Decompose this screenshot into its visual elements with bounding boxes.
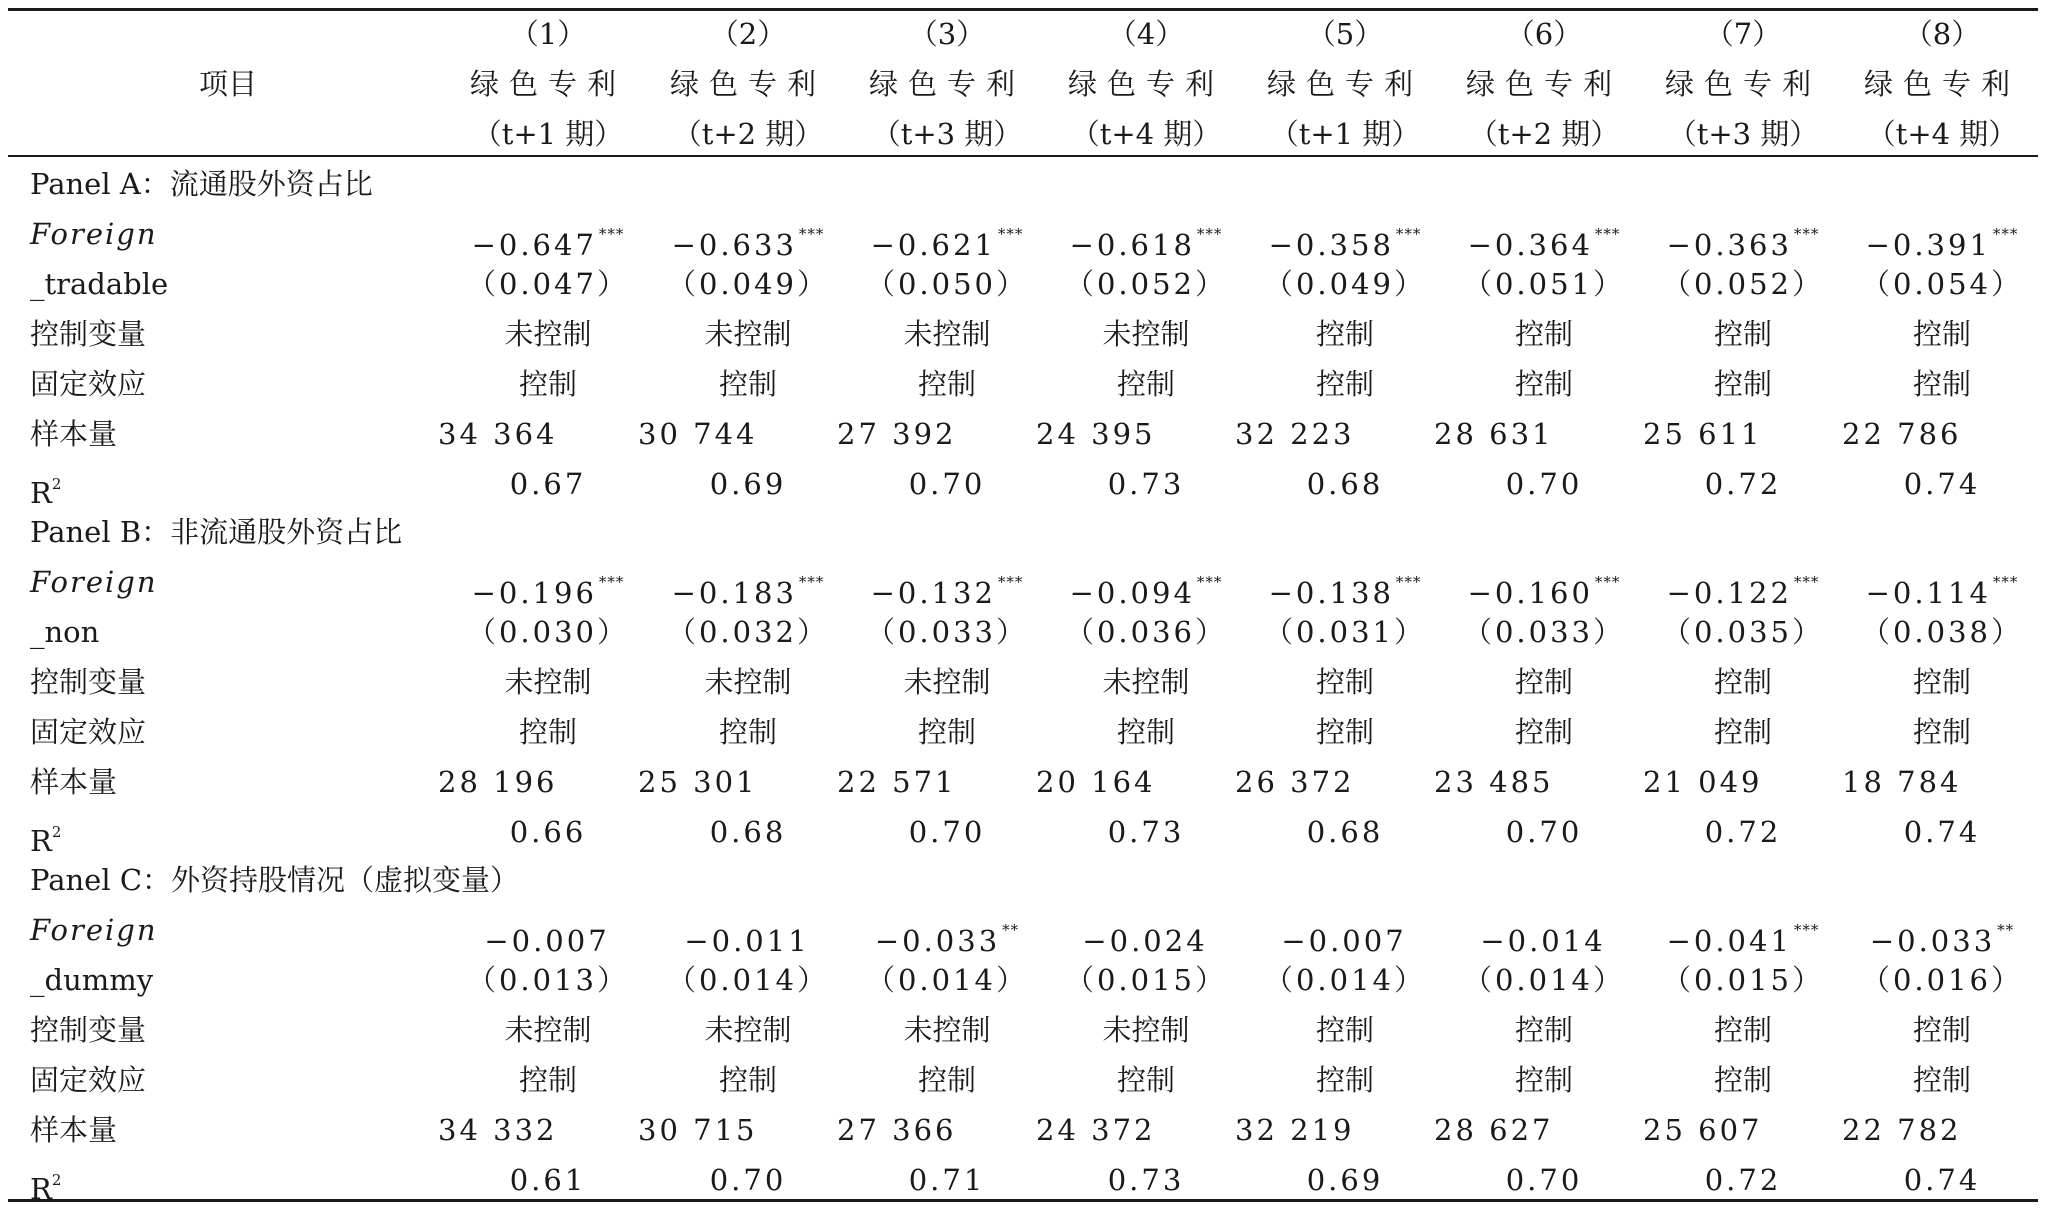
- se-cell: （0.013）: [466, 963, 630, 997]
- control-cell: 控制: [1912, 665, 1972, 699]
- control-cell: 控制: [1315, 665, 1375, 699]
- fe-cell: 控制: [1514, 1063, 1574, 1097]
- coef-value: −0.033: [874, 924, 1001, 958]
- coef-cell: [1666, 562, 1820, 610]
- control-cell: 未控制: [504, 1013, 592, 1047]
- fe-cell: 控制: [518, 715, 578, 749]
- se-cell: （0.015）: [1064, 963, 1228, 997]
- coef-value: −0.007: [1281, 924, 1407, 958]
- n-label: 样本量: [30, 765, 118, 799]
- se-cell: （0.014）: [865, 963, 1029, 997]
- r2-cell: 0.73: [1107, 467, 1185, 501]
- control-cell: 控制: [1315, 1013, 1375, 1047]
- control-label: 控制变量: [30, 1013, 147, 1047]
- coef-cell: [471, 562, 625, 610]
- header-col-title: 绿色专利: [868, 67, 1026, 101]
- fe-label: 固定效应: [30, 367, 147, 401]
- coef-value: −0.633: [671, 228, 797, 262]
- control-cell: 控制: [1315, 317, 1375, 351]
- se-cell: （0.050）: [865, 267, 1029, 301]
- coef-cell: [1281, 910, 1408, 958]
- coef-value: −0.033: [1869, 924, 1996, 958]
- control-cell: 未控制: [704, 665, 792, 699]
- n-cell: 25 301: [638, 765, 758, 799]
- significance-stars: ***: [1793, 225, 1820, 243]
- coef-cell: [1467, 214, 1621, 262]
- panel-title: Panel C：外资持股情况（虚拟变量）: [30, 863, 520, 897]
- fe-cell: 控制: [1116, 367, 1176, 401]
- se-cell: （0.031）: [1263, 615, 1427, 649]
- significance-stars: ***: [1395, 225, 1422, 243]
- se-cell: （0.054）: [1860, 267, 2024, 301]
- significance-stars: ***: [1594, 573, 1621, 591]
- n-cell: 28 627: [1434, 1113, 1554, 1147]
- coef-value: −0.094: [1069, 576, 1195, 610]
- significance-stars: ***: [1395, 573, 1422, 591]
- coef-cell: [1869, 910, 2015, 958]
- n-cell: 26 372: [1235, 765, 1355, 799]
- se-cell: （0.035）: [1661, 615, 1825, 649]
- r2-cell: 0.74: [1903, 1163, 1981, 1197]
- header-rule: [8, 155, 2038, 157]
- panel-title: Panel B：非流通股外资占比: [30, 515, 403, 549]
- se-cell: （0.033）: [1462, 615, 1626, 649]
- fe-cell: 控制: [1713, 367, 1773, 401]
- coef-cell: [1480, 910, 1607, 958]
- r2-cell: 0.70: [1505, 815, 1583, 849]
- n-cell: 20 164: [1036, 765, 1156, 799]
- coef-value: −0.363: [1666, 228, 1792, 262]
- coef-cell: [870, 214, 1024, 262]
- r2-cell: 0.70: [908, 467, 986, 501]
- header-col-title: 绿色专利: [1863, 67, 2021, 101]
- panel-title: Panel A：流通股外资占比: [30, 167, 373, 201]
- r2-cell: 0.72: [1704, 467, 1782, 501]
- n-cell: 28 196: [438, 765, 558, 799]
- n-cell: 27 392: [837, 417, 957, 451]
- significance-stars: ***: [1594, 225, 1621, 243]
- header-col-num: （2）: [709, 17, 787, 51]
- control-cell: 控制: [1912, 1013, 1972, 1047]
- fe-cell: 控制: [1315, 715, 1375, 749]
- control-cell: 未控制: [504, 665, 592, 699]
- r2-cell: 0.69: [1306, 1163, 1384, 1197]
- se-cell: （0.015）: [1661, 963, 1825, 997]
- var-name-line2: _non: [30, 615, 100, 649]
- r2-label-text: R: [30, 1172, 52, 1206]
- header-col-period: （t+1 期）: [1269, 117, 1421, 151]
- n-cell: 25 611: [1643, 417, 1763, 451]
- header-col-num: （3）: [908, 17, 986, 51]
- fe-cell: 控制: [1912, 367, 1972, 401]
- control-cell: 未控制: [504, 317, 592, 351]
- coef-value: −0.364: [1467, 228, 1593, 262]
- regression-table: [8, 0, 2038, 1216]
- coef-cell: [1268, 214, 1422, 262]
- fe-cell: 控制: [1514, 367, 1574, 401]
- coef-value: −0.391: [1865, 228, 1991, 262]
- header-col-title: 绿色专利: [469, 67, 627, 101]
- control-cell: 未控制: [903, 317, 991, 351]
- coef-value: −0.024: [1082, 924, 1208, 958]
- r2-label: [30, 812, 62, 858]
- r2-cell: 0.68: [1306, 467, 1384, 501]
- coef-cell: [870, 562, 1024, 610]
- header-col-num: （4）: [1107, 17, 1185, 51]
- r2-cell: 0.73: [1107, 1163, 1185, 1197]
- coef-value: −0.183: [671, 576, 797, 610]
- se-cell: （0.032）: [666, 615, 830, 649]
- r2-cell: 0.68: [709, 815, 787, 849]
- se-cell: （0.030）: [466, 615, 630, 649]
- coef-cell: [874, 910, 1020, 958]
- header-col-title: 绿色专利: [1266, 67, 1424, 101]
- header-col-num: （5）: [1306, 17, 1384, 51]
- var-name-line1: Foreign: [30, 565, 158, 599]
- coef-value: −0.014: [1480, 924, 1606, 958]
- r2-cell: 0.66: [509, 815, 587, 849]
- significance-stars: ***: [1196, 573, 1223, 591]
- n-cell: 30 744: [638, 417, 758, 451]
- top-rule: [8, 8, 2038, 11]
- coef-cell: [684, 910, 811, 958]
- header-col-title: 绿色专利: [1465, 67, 1623, 101]
- n-cell: 22 571: [837, 765, 957, 799]
- coef-cell: [471, 214, 625, 262]
- coef-cell: [1865, 214, 2019, 262]
- control-label: 控制变量: [30, 317, 147, 351]
- control-cell: 未控制: [704, 317, 792, 351]
- se-cell: （0.014）: [1263, 963, 1427, 997]
- n-cell: 24 372: [1036, 1113, 1156, 1147]
- se-cell: （0.052）: [1661, 267, 1825, 301]
- control-cell: 未控制: [1102, 1013, 1190, 1047]
- r2-label-text: R: [30, 824, 52, 858]
- n-cell: 23 485: [1434, 765, 1554, 799]
- header-col-period: （t+3 期）: [1667, 117, 1819, 151]
- r2-cell: 0.70: [709, 1163, 787, 1197]
- significance-stars: ***: [798, 225, 825, 243]
- fe-cell: 控制: [1116, 715, 1176, 749]
- r2-cell: 0.73: [1107, 815, 1185, 849]
- var-name-line1: Foreign: [30, 913, 158, 947]
- control-cell: 未控制: [1102, 317, 1190, 351]
- r2-cell: 0.74: [1903, 467, 1981, 501]
- header-col-num: （8）: [1903, 17, 1981, 51]
- fe-label: 固定效应: [30, 715, 147, 749]
- n-cell: 28 631: [1434, 417, 1554, 451]
- se-cell: （0.038）: [1860, 615, 2024, 649]
- control-cell: 未控制: [704, 1013, 792, 1047]
- r2-superscript: 2: [51, 475, 62, 493]
- coef-value: −0.196: [471, 576, 597, 610]
- header-col-title: 绿色专利: [669, 67, 827, 101]
- r2-cell: 0.67: [509, 467, 587, 501]
- coef-cell: [1865, 562, 2019, 610]
- significance-stars: ***: [997, 225, 1024, 243]
- se-cell: （0.033）: [865, 615, 1029, 649]
- header-col-period: （t+3 期）: [871, 117, 1023, 151]
- control-cell: 控制: [1514, 1013, 1574, 1047]
- coef-value: −0.011: [684, 924, 810, 958]
- r2-cell: 0.72: [1704, 1163, 1782, 1197]
- se-cell: （0.036）: [1064, 615, 1228, 649]
- var-name-line2: _tradable: [30, 267, 169, 301]
- control-label: 控制变量: [30, 665, 147, 699]
- coef-cell: [1069, 214, 1223, 262]
- coef-value: −0.647: [471, 228, 597, 262]
- control-cell: 控制: [1514, 317, 1574, 351]
- significance-stars: ***: [1793, 573, 1820, 591]
- coef-value: −0.041: [1666, 924, 1792, 958]
- n-cell: 34 332: [438, 1113, 558, 1147]
- significance-stars: ***: [997, 573, 1024, 591]
- n-cell: 22 786: [1842, 417, 1962, 451]
- fe-cell: 控制: [1713, 1063, 1773, 1097]
- se-cell: （0.052）: [1064, 267, 1228, 301]
- header-col-period: （t+2 期）: [1468, 117, 1620, 151]
- header-col-title: 绿色专利: [1067, 67, 1225, 101]
- significance-stars: ***: [1196, 225, 1223, 243]
- coef-cell: [1666, 214, 1820, 262]
- coef-value: −0.160: [1467, 576, 1593, 610]
- coef-value: −0.621: [870, 228, 996, 262]
- control-cell: 控制: [1912, 317, 1972, 351]
- significance-stars: **: [1997, 921, 2015, 939]
- control-cell: 控制: [1713, 665, 1773, 699]
- var-name-line2: _dummy: [30, 963, 154, 997]
- r2-cell: 0.74: [1903, 815, 1981, 849]
- n-cell: 21 049: [1643, 765, 1763, 799]
- n-cell: 22 782: [1842, 1113, 1962, 1147]
- se-cell: （0.014）: [666, 963, 830, 997]
- coef-value: −0.007: [484, 924, 610, 958]
- r2-label: [30, 1160, 62, 1206]
- fe-cell: 控制: [1315, 367, 1375, 401]
- fe-cell: 控制: [718, 715, 778, 749]
- header-col-num: （6）: [1505, 17, 1583, 51]
- r2-cell: 0.68: [1306, 815, 1384, 849]
- control-cell: 未控制: [903, 665, 991, 699]
- coef-cell: [1069, 562, 1223, 610]
- se-cell: （0.014）: [1462, 963, 1626, 997]
- significance-stars: ***: [1992, 573, 2019, 591]
- fe-cell: 控制: [1315, 1063, 1375, 1097]
- fe-cell: 控制: [1116, 1063, 1176, 1097]
- n-cell: 18 784: [1842, 765, 1962, 799]
- header-col-period: （t+4 期）: [1070, 117, 1222, 151]
- r2-label: [30, 464, 62, 510]
- coef-value: −0.114: [1865, 576, 1991, 610]
- fe-cell: 控制: [1514, 715, 1574, 749]
- r2-cell: 0.70: [1505, 467, 1583, 501]
- coef-cell: [671, 562, 825, 610]
- coef-cell: [1268, 562, 1422, 610]
- n-cell: 32 223: [1235, 417, 1355, 451]
- fe-cell: 控制: [518, 367, 578, 401]
- r2-cell: 0.70: [1505, 1163, 1583, 1197]
- coef-cell: [1666, 910, 1820, 958]
- significance-stars: ***: [798, 573, 825, 591]
- control-cell: 控制: [1713, 317, 1773, 351]
- header-col-num: （1）: [509, 17, 587, 51]
- var-name-line1: Foreign: [30, 217, 158, 251]
- significance-stars: ***: [1793, 921, 1820, 939]
- r2-label-text: R: [30, 476, 52, 510]
- r2-cell: 0.72: [1704, 815, 1782, 849]
- control-cell: 控制: [1713, 1013, 1773, 1047]
- control-cell: 控制: [1514, 665, 1574, 699]
- significance-stars: **: [1002, 921, 1020, 939]
- coef-value: −0.122: [1666, 576, 1792, 610]
- header-project-label: 项目: [198, 67, 258, 101]
- se-cell: （0.049）: [1263, 267, 1427, 301]
- n-cell: 34 364: [438, 417, 558, 451]
- significance-stars: ***: [1992, 225, 2019, 243]
- r2-cell: 0.69: [709, 467, 787, 501]
- header-col-period: （t+1 期）: [472, 117, 624, 151]
- fe-cell: 控制: [1912, 715, 1972, 749]
- coef-cell: [484, 910, 611, 958]
- n-cell: 24 395: [1036, 417, 1156, 451]
- header-col-num: （7）: [1704, 17, 1782, 51]
- control-cell: 未控制: [1102, 665, 1190, 699]
- r2-cell: 0.70: [908, 815, 986, 849]
- fe-cell: 控制: [518, 1063, 578, 1097]
- n-cell: 25 607: [1643, 1113, 1763, 1147]
- se-cell: （0.049）: [666, 267, 830, 301]
- coef-value: −0.618: [1069, 228, 1195, 262]
- r2-superscript: 2: [51, 823, 62, 841]
- coef-cell: [671, 214, 825, 262]
- se-cell: （0.047）: [466, 267, 630, 301]
- fe-cell: 控制: [718, 367, 778, 401]
- significance-stars: ***: [598, 225, 625, 243]
- coef-value: −0.132: [870, 576, 996, 610]
- fe-cell: 控制: [718, 1063, 778, 1097]
- coef-value: −0.358: [1268, 228, 1394, 262]
- r2-superscript: 2: [51, 1171, 62, 1189]
- fe-cell: 控制: [1912, 1063, 1972, 1097]
- coef-cell: [1467, 562, 1621, 610]
- r2-cell: 0.71: [908, 1163, 986, 1197]
- n-cell: 32 219: [1235, 1113, 1355, 1147]
- fe-cell: 控制: [917, 715, 977, 749]
- n-cell: 30 715: [638, 1113, 758, 1147]
- control-cell: 未控制: [903, 1013, 991, 1047]
- fe-cell: 控制: [917, 1063, 977, 1097]
- r2-cell: 0.61: [509, 1163, 587, 1197]
- n-label: 样本量: [30, 417, 118, 451]
- n-label: 样本量: [30, 1113, 118, 1147]
- coef-cell: [1082, 910, 1209, 958]
- header-col-period: （t+4 期）: [1866, 117, 2018, 151]
- se-cell: （0.016）: [1860, 963, 2024, 997]
- header-col-title: 绿色专利: [1664, 67, 1822, 101]
- n-cell: 27 366: [837, 1113, 957, 1147]
- coef-value: −0.138: [1268, 576, 1394, 610]
- fe-cell: 控制: [1713, 715, 1773, 749]
- fe-label: 固定效应: [30, 1063, 147, 1097]
- header-col-period: （t+2 期）: [672, 117, 824, 151]
- se-cell: （0.051）: [1462, 267, 1626, 301]
- fe-cell: 控制: [917, 367, 977, 401]
- significance-stars: ***: [598, 573, 625, 591]
